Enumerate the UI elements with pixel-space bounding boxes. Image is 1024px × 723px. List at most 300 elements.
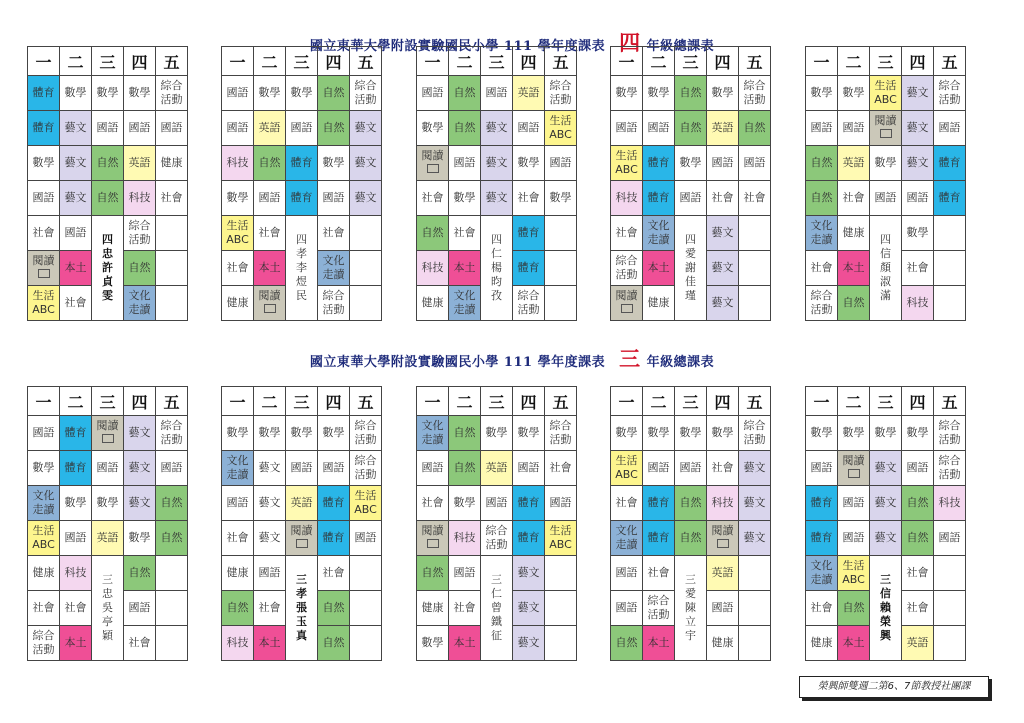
class-cell: 文化 走讀: [318, 251, 350, 286]
class-cell: 國語: [28, 181, 60, 216]
day-header: 五: [545, 387, 577, 416]
class-cell: 健康: [417, 286, 449, 321]
class-cell: 國語: [156, 451, 188, 486]
day-header: 三: [92, 47, 124, 76]
class-cell: 國語: [286, 111, 318, 146]
class-cell: 藝文: [350, 111, 382, 146]
class-cell: 綜合 活動: [350, 76, 382, 111]
class-cell: 健康: [156, 146, 188, 181]
period-row: [806, 451, 966, 486]
class-cell: 英語: [124, 146, 156, 181]
class-cell: 國語: [545, 146, 577, 181]
class-cell: 國語: [318, 181, 350, 216]
class-cell: 數學: [124, 76, 156, 111]
class-cell: 數學: [545, 181, 577, 216]
class-cell: 綜合 活動: [934, 76, 966, 111]
class-cell: 數學: [254, 76, 286, 111]
day-header-row: [417, 387, 577, 416]
class-cell: 綜合 活動: [350, 416, 382, 451]
day-header: 五: [156, 47, 188, 76]
class-cell: 數學: [675, 416, 707, 451]
day-header: 三: [675, 47, 707, 76]
class-cell: 綜合 活動: [934, 416, 966, 451]
day-header: 四: [707, 387, 739, 416]
period-row: [806, 181, 966, 216]
day-header: 一: [806, 387, 838, 416]
day-header: 三: [481, 387, 513, 416]
class-cell: 本土: [838, 251, 870, 286]
day-header: 四: [124, 47, 156, 76]
class-cell: 國語: [902, 181, 934, 216]
empty-cell: [739, 556, 771, 591]
day-header: 四: [707, 47, 739, 76]
class-cell: 自然: [318, 76, 350, 111]
class-cell: 文化 走讀: [417, 416, 449, 451]
empty-cell: [156, 216, 188, 251]
class-cell: 閱讀: [286, 521, 318, 556]
class-cell: 國語: [643, 451, 675, 486]
class-cell: 體育: [286, 146, 318, 181]
empty-cell: [739, 216, 771, 251]
class-cell: 科技: [449, 521, 481, 556]
class-cell: 綜合 活動: [545, 416, 577, 451]
class-cell: 藝文: [254, 521, 286, 556]
class-cell: 藝文: [902, 111, 934, 146]
class-cell: 自然: [318, 591, 350, 626]
class-cell: 數學: [870, 146, 902, 181]
class-cell: 藝文: [124, 451, 156, 486]
class-cell: 社會: [222, 521, 254, 556]
class-cell: 科技: [417, 251, 449, 286]
book-icon: [621, 304, 633, 313]
class-cell: 閱讀: [707, 521, 739, 556]
class-cell: 藝文: [481, 111, 513, 146]
class-cell: 健康: [222, 556, 254, 591]
day-header: 五: [739, 47, 771, 76]
period-row: [222, 521, 382, 556]
book-icon: [102, 434, 114, 443]
class-cell: 生活 ABC: [870, 76, 902, 111]
class-cell: 數學: [806, 76, 838, 111]
class-cell: 閱讀: [417, 146, 449, 181]
day-header: 二: [838, 47, 870, 76]
class-cell: 數學: [449, 486, 481, 521]
class-cell: 國語: [675, 451, 707, 486]
class-cell: 文化 走讀: [611, 521, 643, 556]
day-header: 五: [934, 47, 966, 76]
class-cell: 文化 走讀: [124, 286, 156, 321]
book-icon: [427, 539, 439, 548]
day-header: 四: [318, 47, 350, 76]
class-cell: 國語: [806, 111, 838, 146]
period-row: [806, 521, 966, 556]
book-icon: [296, 539, 308, 548]
day-header-row: [806, 387, 966, 416]
class-cell: 數學: [222, 181, 254, 216]
class-cell: 國語: [156, 111, 188, 146]
class-cell: 數學: [60, 76, 92, 111]
class-cell: 國語: [934, 521, 966, 556]
class-cell: 國語: [513, 451, 545, 486]
book-icon: [264, 304, 276, 313]
class-cell: 社會: [417, 181, 449, 216]
period-row: [222, 76, 382, 111]
class-cell: 國語: [513, 111, 545, 146]
class-cell: 數學: [643, 76, 675, 111]
class-cell: 自然: [318, 626, 350, 661]
class-cell: 體育: [643, 181, 675, 216]
class-cell: 數學: [513, 146, 545, 181]
day-header: 三: [870, 47, 902, 76]
empty-cell: [545, 216, 577, 251]
period-row: [611, 76, 771, 111]
class-cell: 體育: [643, 521, 675, 556]
day-header: 二: [254, 47, 286, 76]
period-row: [222, 181, 382, 216]
class-cell: 社會: [739, 181, 771, 216]
club-note: 榮興師雙週二第6、7節教授社團課: [799, 676, 989, 698]
day-header: 一: [611, 47, 643, 76]
class-cell: 社會: [806, 591, 838, 626]
class-cell: 數學: [611, 416, 643, 451]
day-header: 一: [222, 387, 254, 416]
class-cell: 國語: [611, 111, 643, 146]
class-cell: 自然: [806, 146, 838, 181]
class-cell: 自然: [254, 146, 286, 181]
empty-cell: [934, 556, 966, 591]
class-cell: 數學: [60, 486, 92, 521]
class-cell: 生活 ABC: [838, 556, 870, 591]
class-cell: 國語: [838, 486, 870, 521]
period-row: [28, 146, 188, 181]
class-cell: 社會: [449, 591, 481, 626]
class-cell: 綜合 活動: [739, 76, 771, 111]
period-row: [28, 556, 188, 591]
empty-cell: [350, 591, 382, 626]
period-row: [222, 486, 382, 521]
class-cell: 文化 走讀: [806, 556, 838, 591]
class-cell: 數學: [513, 416, 545, 451]
period-row: [28, 76, 188, 111]
day-header-row: [611, 387, 771, 416]
class-cell: 社會: [902, 251, 934, 286]
day-header: 二: [449, 47, 481, 76]
period-row: [611, 181, 771, 216]
class-cell: 本土: [60, 626, 92, 661]
class-cell: 國語: [124, 591, 156, 626]
class-cell: 社會: [707, 451, 739, 486]
empty-cell: [156, 556, 188, 591]
period-row: [417, 181, 577, 216]
class-cell: 社會: [449, 216, 481, 251]
class-cell: 英語: [838, 146, 870, 181]
class-cell: 生活 ABC: [545, 521, 577, 556]
class-cell: 自然: [318, 111, 350, 146]
class-cell: 國語: [350, 521, 382, 556]
period-row: [611, 216, 771, 251]
empty-cell: [156, 251, 188, 286]
class-cell: 體育: [513, 216, 545, 251]
class-cell: 數學: [318, 146, 350, 181]
class-cell: 國語: [222, 76, 254, 111]
class-cell: 本土: [254, 626, 286, 661]
class-cell: 自然: [417, 556, 449, 591]
class-cell: 數學: [707, 416, 739, 451]
class-cell: 國語: [28, 416, 60, 451]
class-cell: 健康: [417, 591, 449, 626]
class-cell: 數學: [92, 76, 124, 111]
period-row: [28, 416, 188, 451]
class-cell: 國語: [449, 556, 481, 591]
class-cell: 自然: [417, 216, 449, 251]
class-cell: 藝文: [124, 416, 156, 451]
day-header: 一: [611, 387, 643, 416]
period-row: [222, 111, 382, 146]
empty-cell: [350, 286, 382, 321]
day-header: 一: [28, 387, 60, 416]
class-cell: 藝文: [481, 181, 513, 216]
class-cell: 數學: [902, 216, 934, 251]
day-header-row: [222, 47, 382, 76]
period-row: [417, 486, 577, 521]
day-header: 四: [513, 387, 545, 416]
grade3-schedule-table: [27, 386, 188, 661]
homeroom-teacher-cell: 三 孝 張 玉 真: [286, 556, 318, 661]
class-cell: 自然: [449, 111, 481, 146]
class-cell: 社會: [838, 181, 870, 216]
class-cell: 本土: [449, 251, 481, 286]
empty-cell: [545, 556, 577, 591]
class-cell: 綜合 活動: [513, 286, 545, 321]
class-cell: 科技: [611, 181, 643, 216]
class-cell: 藝文: [739, 451, 771, 486]
day-header: 四: [902, 387, 934, 416]
class-cell: 本土: [60, 251, 92, 286]
class-cell: 數學: [92, 486, 124, 521]
day-header: 三: [286, 387, 318, 416]
class-cell: 藝文: [870, 521, 902, 556]
class-cell: 自然: [92, 146, 124, 181]
period-row: [417, 521, 577, 556]
class-cell: 綜合 活動: [350, 451, 382, 486]
class-cell: 健康: [222, 286, 254, 321]
class-cell: 生活 ABC: [545, 111, 577, 146]
class-cell: 社會: [60, 286, 92, 321]
class-cell: 數學: [286, 76, 318, 111]
class-cell: 自然: [806, 181, 838, 216]
empty-cell: [350, 216, 382, 251]
class-cell: 體育: [934, 146, 966, 181]
class-cell: 藝文: [707, 216, 739, 251]
class-cell: 科技: [934, 486, 966, 521]
day-header: 四: [513, 47, 545, 76]
period-row: [417, 216, 577, 251]
class-cell: 國語: [481, 486, 513, 521]
class-cell: 體育: [806, 521, 838, 556]
class-cell: 藝文: [902, 146, 934, 181]
class-cell: 體育: [318, 521, 350, 556]
class-cell: 閱讀: [92, 416, 124, 451]
empty-cell: [350, 251, 382, 286]
class-cell: 體育: [60, 416, 92, 451]
class-cell: 體育: [28, 111, 60, 146]
class-cell: 體育: [318, 486, 350, 521]
class-cell: 體育: [513, 486, 545, 521]
homeroom-teacher-cell: 三 忠 吳 亭 穎: [92, 556, 124, 661]
class-cell: 數學: [318, 416, 350, 451]
class-cell: 社會: [707, 181, 739, 216]
period-row: [806, 556, 966, 591]
day-header-row: [222, 387, 382, 416]
day-header: 一: [28, 47, 60, 76]
class-cell: 社會: [643, 556, 675, 591]
book-icon: [717, 539, 729, 548]
grade4-schedule-table: [610, 46, 771, 321]
class-cell: 英語: [513, 76, 545, 111]
class-cell: 自然: [675, 521, 707, 556]
class-cell: 自然: [156, 486, 188, 521]
class-cell: 英語: [481, 451, 513, 486]
class-cell: 健康: [806, 626, 838, 661]
class-cell: 綜合 活動: [806, 286, 838, 321]
class-cell: 本土: [449, 626, 481, 661]
day-header: 三: [92, 387, 124, 416]
class-cell: 數學: [707, 76, 739, 111]
class-cell: 綜合 活動: [643, 591, 675, 626]
class-cell: 數學: [643, 416, 675, 451]
period-row: [611, 451, 771, 486]
book-icon: [38, 269, 50, 278]
class-cell: 生活 ABC: [611, 451, 643, 486]
class-cell: 自然: [449, 451, 481, 486]
homeroom-teacher-cell: 三 仁 曾 鐵 征: [481, 556, 513, 661]
class-cell: 英語: [92, 521, 124, 556]
day-header: 二: [643, 47, 675, 76]
class-cell: 藝文: [60, 181, 92, 216]
class-cell: 國語: [481, 76, 513, 111]
grade4-schedule-table: [416, 46, 577, 321]
class-cell: 社會: [222, 251, 254, 286]
class-cell: 藝文: [707, 251, 739, 286]
class-cell: 國語: [675, 181, 707, 216]
book-icon: [427, 164, 439, 173]
period-row: [222, 451, 382, 486]
day-header: 二: [254, 387, 286, 416]
class-cell: 國語: [254, 556, 286, 591]
homeroom-teacher-cell: 四 信 顏 淑 滿: [870, 216, 902, 321]
class-cell: 自然: [124, 251, 156, 286]
period-row: [611, 146, 771, 181]
class-cell: 社會: [28, 216, 60, 251]
class-cell: 國語: [707, 146, 739, 181]
empty-cell: [156, 626, 188, 661]
class-cell: 體育: [643, 146, 675, 181]
class-cell: 數學: [611, 76, 643, 111]
class-cell: 社會: [902, 556, 934, 591]
class-cell: 社會: [611, 486, 643, 521]
class-cell: 綜合 活動: [739, 416, 771, 451]
class-cell: 數學: [870, 416, 902, 451]
class-cell: 綜合 活動: [611, 251, 643, 286]
class-cell: 自然: [449, 76, 481, 111]
class-cell: 國語: [934, 111, 966, 146]
book-icon: [848, 469, 860, 478]
class-cell: 社會: [545, 451, 577, 486]
class-cell: 藝文: [60, 146, 92, 181]
class-cell: 體育: [643, 486, 675, 521]
period-row: [28, 111, 188, 146]
class-cell: 體育: [513, 251, 545, 286]
day-header: 二: [838, 387, 870, 416]
class-cell: 自然: [675, 486, 707, 521]
empty-cell: [350, 556, 382, 591]
day-header-row: [28, 47, 188, 76]
period-row: [806, 216, 966, 251]
class-cell: 綜合 活動: [124, 216, 156, 251]
class-cell: 閱讀: [870, 111, 902, 146]
class-cell: 國語: [545, 486, 577, 521]
class-cell: 自然: [675, 76, 707, 111]
class-cell: 藝文: [513, 626, 545, 661]
class-cell: 藝文: [124, 486, 156, 521]
homeroom-teacher-cell: 四 忠 許 貞 雯: [92, 216, 124, 321]
period-row: [417, 146, 577, 181]
period-row: [611, 521, 771, 556]
day-header: 三: [675, 387, 707, 416]
class-cell: 自然: [902, 521, 934, 556]
class-cell: 數學: [28, 146, 60, 181]
class-cell: 數學: [838, 76, 870, 111]
day-header: 二: [449, 387, 481, 416]
class-cell: 綜合 活動: [545, 76, 577, 111]
class-cell: 數學: [449, 181, 481, 216]
class-cell: 生活 ABC: [28, 521, 60, 556]
grade3-schedule-table: [805, 386, 966, 661]
class-cell: 藝文: [254, 486, 286, 521]
class-cell: 英語: [707, 556, 739, 591]
class-cell: 自然: [838, 286, 870, 321]
class-cell: 綜合 活動: [318, 286, 350, 321]
class-cell: 科技: [222, 146, 254, 181]
class-cell: 綜合 活動: [156, 76, 188, 111]
day-header-row: [417, 47, 577, 76]
class-cell: 健康: [28, 556, 60, 591]
homeroom-teacher-cell: 三 信 賴 榮 興: [870, 556, 902, 661]
class-cell: 國語: [254, 181, 286, 216]
class-cell: 國語: [92, 111, 124, 146]
day-header: 五: [350, 387, 382, 416]
period-row: [28, 181, 188, 216]
class-cell: 社會: [902, 591, 934, 626]
class-cell: 社會: [124, 626, 156, 661]
day-header: 一: [417, 387, 449, 416]
class-cell: 國語: [222, 486, 254, 521]
class-cell: 藝文: [739, 521, 771, 556]
book-icon: [880, 129, 892, 138]
class-cell: 體育: [513, 521, 545, 556]
class-cell: 社會: [28, 591, 60, 626]
class-cell: 藝文: [350, 146, 382, 181]
class-cell: 體育: [934, 181, 966, 216]
class-cell: 文化 走讀: [643, 216, 675, 251]
period-row: [417, 451, 577, 486]
class-cell: 閱讀: [254, 286, 286, 321]
class-cell: 自然: [675, 111, 707, 146]
period-row: [806, 146, 966, 181]
class-cell: 自然: [92, 181, 124, 216]
empty-cell: [934, 251, 966, 286]
day-header: 五: [934, 387, 966, 416]
